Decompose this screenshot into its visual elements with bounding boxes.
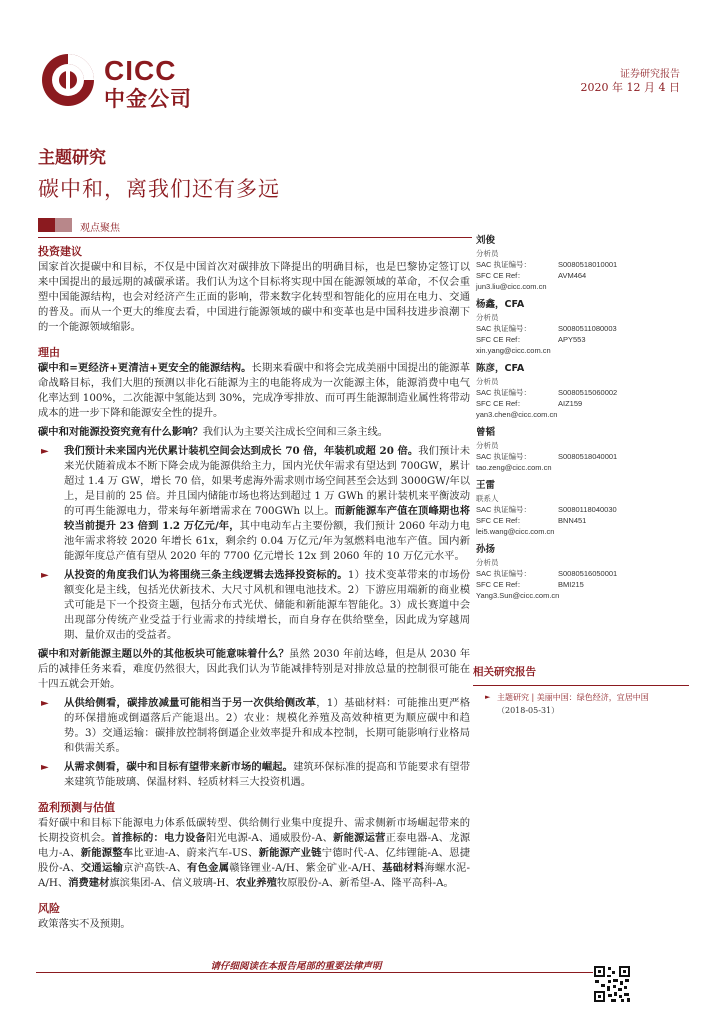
related-reports — [473, 664, 689, 716]
sfc-number: BMI215 — [558, 580, 584, 589]
pick-sector-names: 海螺水泥-A/H、 — [38, 862, 471, 889]
analyst-name: 陈彦，CFA — [476, 363, 525, 374]
analyst-sfc — [476, 579, 688, 590]
analyst-sac — [476, 451, 688, 462]
main-content — [38, 244, 470, 936]
bullet-text: 1）技术变革带来的市场份额变化是主线，包括光伏新技术、大尺寸风机和锂电池技术。2）下游应用端新的商业模式可能是下一个投资主题，包括分布式光伏、储能和新能源车智能化。3）成长赛道中会出现部分传统产业受益于行业需求的持续增长，而自身存在供给壁垒，因此成为穿越周期、量价双击的受益者。 — [64, 569, 470, 641]
focus-marker — [38, 218, 72, 232]
bullet-item — [38, 444, 470, 564]
email-text: lei5.wang@cicc.com.cn — [476, 527, 555, 536]
bullet-text: ，1）基础材料：可能推出更严格的环保措施或倒逼落后产能退出。2）农业：规模化养殖及高效种植更为顺应碳中和趋势。3）交通运输：碳排放控制将倒逼企业效率提升和成本控制，长期可能影响行业格局和供需关系。 — [64, 697, 470, 754]
sfc-number: APY553 — [558, 335, 586, 344]
sac-number: S0080518040001 — [558, 452, 618, 461]
divider — [36, 972, 596, 973]
pick-sector-label: 消费建材 — [68, 877, 110, 889]
forecast-text — [38, 816, 470, 891]
reason-q2-bold: 碳中和对新能源主题以外的其他板块可能意味着什么？ — [38, 648, 289, 660]
analyst-sfc — [476, 334, 688, 345]
sac-number: S0080515060002 — [558, 388, 618, 397]
reason-q1-bold: 碳中和对能源投资究竟有什么影响？ — [38, 426, 203, 438]
reason-p1-bold: 碳中和=更经济+更清洁+更安全的能源结构。 — [38, 362, 252, 374]
forecast-intro: 看好碳中和目标下能源电力体系低碳转型、供给侧行业集中度提升、需求侧新市场崛起带来的长期投资机会。 — [38, 817, 470, 844]
pick-sector-label: 有色金属 — [187, 862, 230, 874]
bullet-item — [38, 568, 470, 643]
sac-label: SAC 执证编号： — [476, 569, 532, 578]
sac-label: SAC 执证编号： — [476, 260, 532, 269]
analyst-card — [476, 234, 688, 292]
reason-q2-text: 虽然 2030 年前达峰，但是从 2030 年后的减排任务来看，难度仍然很大，因此我们认为节能减排特别是对排放总量的控制很可能在十四五就会开始。 — [38, 648, 470, 690]
analyst-sac — [476, 568, 688, 579]
reason-p1-text: 长期来看碳中和将会完成美丽中国提出的能源革命战略目标，我们大胆的预测以非化石能源为主的电能将成为一次能源主体，能源消费中电气化率达到 100%，二次能源中氢能达到 30%，完成净零排放、而可再生能源制造业属性将带动成本的进一步下降和能源安全性的提升。 — [38, 362, 470, 419]
analyst-name: 王雷 — [476, 480, 496, 491]
pick-sector-label: 新能源运营 — [333, 832, 386, 844]
reason-paragraph-1 — [38, 361, 470, 421]
analyst-sac — [476, 323, 688, 334]
analyst-email[interactable] — [476, 281, 688, 292]
risk-heading: 风险 — [38, 902, 60, 915]
bullet-item — [38, 696, 470, 756]
analyst-sac — [476, 259, 688, 270]
related-report-title: 主题研究 | 美丽中国：绿色经济，宜居中国 — [497, 693, 649, 702]
investment-heading: 投资建议 — [38, 245, 82, 258]
pick-sector-names: 旗滨集团-A、信义玻璃-H、 — [109, 877, 236, 889]
email-text: xin.yang@cicc.com.cn — [476, 346, 551, 355]
analyst-card — [476, 479, 688, 537]
divider — [38, 237, 472, 238]
sfc-label: SFC CE Ref： — [476, 580, 525, 589]
forecast-heading: 盈利预测与估值 — [38, 801, 115, 814]
analyst-email[interactable] — [476, 590, 688, 601]
sac-number: S0080516050001 — [558, 569, 618, 578]
analyst-sac — [476, 387, 688, 398]
analyst-card — [476, 543, 688, 601]
bullet-arrow-icon: ► — [41, 762, 49, 773]
pick-sector-label: 新能源整车 — [80, 847, 134, 859]
bullet-item — [38, 760, 470, 790]
sfc-label: SFC CE Ref： — [476, 399, 525, 408]
qr-code-icon — [593, 965, 631, 1003]
pick-sector-label: 电力设备 — [163, 832, 206, 844]
analyst-role: 分析员 — [476, 313, 499, 322]
pick-sector-names: 赣锋锂业-A/H、紫金矿业-A/H、 — [229, 862, 383, 874]
analyst-email[interactable] — [476, 526, 688, 537]
analyst-email[interactable] — [476, 409, 688, 420]
analyst-role: 分析员 — [476, 377, 499, 386]
analyst-sfc — [476, 270, 688, 281]
bullet-bold: 从投资的角度我们认为将围绕三条主线逻辑去选择投资标的。 — [64, 569, 348, 581]
analyst-role: 分析员 — [476, 249, 499, 258]
related-report-link[interactable] — [473, 692, 689, 703]
bullet-arrow-icon: ► — [485, 693, 491, 701]
analyst-card — [476, 298, 688, 356]
bullet-arrow-icon: ► — [41, 570, 49, 581]
email-text: yan3.chen@cicc.com.cn — [476, 410, 558, 419]
related-title: 相关研究报告 — [473, 666, 536, 678]
bullet-arrow-icon: ► — [41, 698, 49, 709]
bullet-bold: 我们预计未来国内光伏累计装机空间会达到成长 70 倍，年装机或超 20 倍。 — [64, 445, 419, 457]
risk-text: 政策落实不及预期。 — [38, 918, 131, 930]
investment-text: 国家首次提碳中和目标，不仅是中国首次对碳排放下降提出的明确目标，也是巴黎协定签订以来中国提出的最远期的减碳承诺。我们认为这个目标将实现中国在能源领域的革命，不仅会重塑中国能源结构，也会对经济产生正面的影响，带来数字化转型和智能化的应用在电力、交通的普及。而从一个更大的维度去看，中国进行能源领域的碳中和变革也是中国科技进步浪潮下的一个能源领域缩影。 — [38, 261, 470, 333]
report-type: 证券研究报告 — [620, 69, 680, 80]
analyst-role: 分析员 — [476, 558, 499, 567]
sac-number: S0080511080003 — [558, 324, 617, 333]
analyst-name: 刘俊 — [476, 235, 496, 246]
sac-label: SAC 执证编号： — [476, 324, 532, 333]
analyst-role: 分析员 — [476, 441, 499, 450]
reason-heading: 理由 — [38, 346, 60, 359]
sfc-number: AIZ159 — [558, 399, 583, 408]
analyst-sfc — [476, 515, 688, 526]
report-date: 2020 年 12 月 4 日 — [580, 81, 680, 94]
analyst-card — [476, 362, 688, 420]
email-text: jun3.liu@cicc.com.cn — [476, 282, 547, 291]
pick-sector-names: 宁德时代-A、亿纬锂能-A、恩捷股份-A、 — [38, 847, 470, 874]
section-label: 主题研究 — [38, 148, 106, 168]
sfc-number: BNN451 — [558, 516, 587, 525]
pick-sector-label: 新能源产业链 — [258, 847, 322, 859]
pick-sector-names: 正泰电器-A、龙源电力-A、 — [38, 832, 471, 859]
bullet-arrow-icon: ► — [41, 446, 49, 457]
bullet-text: 其中电动车占主要份额，我们预计 2060 年动力电池年需求将较 2020 年增长 61x，剩余约 0.04 万亿元/年为氢燃料电池车产值。国内新能源年度总产值有望从 2020 年的 7700 亿元增长 12x 到 2060 年的 10 万亿元水平。 — [64, 520, 470, 562]
bullet-text: 我们预计未来光伏随着成本不断下降会成为能源供给主力，国内光伏年需求有望达到 700GW，累计超过 1.4 万 GW，增长 70 倍，如果考虑海外需求则市场空间甚至会达到 3000GW/年以上，是目前的 25 倍。并且国内储能市场也将达到超过 1 万 GWh 的累计装机来平衡波动的可再生能源电力，带来每年新增需求在 700GWh 以上。 — [64, 445, 471, 517]
pick-sector-label: 基础材料 — [382, 862, 425, 874]
page-title: 碳中和，离我们还有多远 — [38, 177, 280, 201]
sac-number: S0080518010001 — [558, 260, 618, 269]
pick-sector-label: 农业养殖 — [235, 877, 277, 889]
bullet-text: 建筑环保标准的提高和节能要求有望带来建筑节能玻璃、保温材料、轻质材料三大投资机遇。 — [64, 761, 471, 788]
reason-question-2 — [38, 647, 470, 692]
email-text: tao.zeng@cicc.com.cn — [476, 463, 552, 472]
bullet-bold: 从供给侧看，碳排放减量可能相当于另一次供给侧改革 — [64, 697, 317, 709]
logo-text-cn: 中金公司 — [104, 87, 192, 111]
analyst-sidebar — [476, 234, 688, 607]
analyst-card — [476, 426, 688, 473]
sfc-label: SFC CE Ref： — [476, 335, 525, 344]
sfc-label: SFC CE Ref： — [476, 271, 525, 280]
pick-sector-names: 京沪高铁-A、 — [123, 862, 188, 874]
pick-sector-names: 阳光电源-A、通威股份-A、 — [205, 832, 334, 844]
focus-label: 观点聚焦 — [80, 223, 120, 234]
bullet-bold: 从需求侧看，碳中和目标有望带来新市场的崛起。 — [64, 761, 294, 773]
analyst-role: 联系人 — [476, 494, 499, 503]
bullet-bold: 而新能源车产值在顶峰期也将较当前提升 23 倍到 1.2 万亿元/年， — [64, 505, 471, 532]
related-report-date: （2018-05-31） — [497, 706, 560, 715]
sfc-label: SFC CE Ref： — [476, 516, 525, 525]
sfc-number: AVM464 — [558, 271, 587, 280]
analyst-sfc — [476, 398, 688, 409]
email-text: Yang3.Sun@cicc.com.cn — [476, 591, 560, 600]
footer-disclaimer: 请仔细阅读在本报告尾部的重要法律声明 — [210, 961, 382, 972]
analyst-email[interactable] — [476, 462, 688, 473]
analyst-sac — [476, 504, 688, 515]
analyst-name: 曾韬 — [476, 427, 496, 438]
pick-sector-label: 交通运输 — [80, 862, 124, 874]
sac-label: SAC 执证编号： — [476, 452, 532, 461]
sac-label: SAC 执证编号： — [476, 388, 532, 397]
analyst-email[interactable] — [476, 345, 688, 356]
reason-q1-text: 我们认为主要关注成长空间和三条主线。 — [202, 426, 389, 438]
cicc-logo-icon — [40, 52, 96, 108]
sac-number: S0080118040030 — [558, 505, 617, 514]
divider — [473, 685, 689, 686]
sac-label: SAC 执证编号： — [476, 505, 532, 514]
pick-sector-names: 比亚迪-A、蔚来汽车-US、 — [133, 847, 259, 859]
picks-label: 首推标的： — [111, 832, 164, 844]
pick-sector-names: 牧原股份-A、新希望-A、隆平高科-A。 — [276, 877, 454, 889]
analyst-name: 杨鑫，CFA — [476, 299, 525, 310]
reason-question-1 — [38, 425, 470, 440]
analyst-name: 孙扬 — [476, 544, 496, 555]
logo-text-en: CICC — [104, 55, 177, 86]
